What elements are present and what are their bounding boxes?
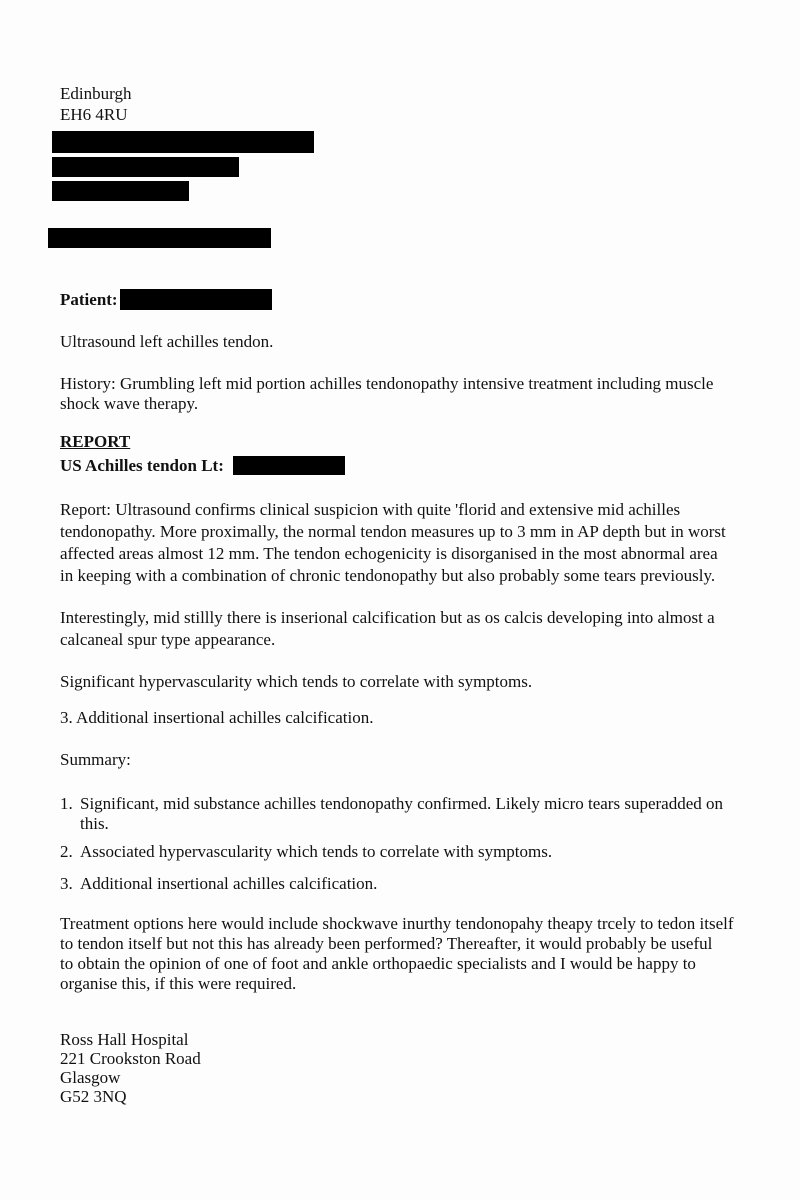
hospital-postcode: G52 3NQ xyxy=(60,1087,127,1106)
report-heading: REPORT xyxy=(60,432,131,451)
findings-p1-line-2: tendonopathy. More proximally, the normal tendon measures up to 3 mm in AP depth but in worst xyxy=(60,522,726,541)
redacted-date xyxy=(48,228,271,248)
redacted-patient-name xyxy=(120,289,272,310)
summary-item-3-line-1: Additional insertional achilles calcification. xyxy=(80,874,378,893)
redacted-recipient-line-3 xyxy=(52,181,189,201)
redacted-recipient-line-1 xyxy=(52,131,314,153)
hospital-street: 221 Crookston Road xyxy=(60,1049,201,1068)
treatment-line-1: Treatment options here would include shockwave inurthy tendonopahy theapy trcely to tedon itself xyxy=(60,914,734,933)
summary-item-1-line-1: Significant, mid substance achilles tendonopathy confirmed. Likely micro tears superadded on xyxy=(80,794,723,813)
treatment-line-2: to tendon itself but not this has already been performed? Thereafter, it would probably be useful xyxy=(60,934,713,953)
sender-city: Edinburgh xyxy=(60,84,132,103)
exam-title: Ultrasound left achilles tendon. xyxy=(60,332,274,351)
findings-p1-line-3: affected areas almost 12 mm. The tendon echogenicity is disorganised in the most abnormal area xyxy=(60,544,718,563)
treatment-line-4: organise this, if this were required. xyxy=(60,974,297,993)
sender-postcode: EH6 4RU xyxy=(60,105,128,124)
findings-p1-line-4: in keeping with a combination of chronic tendonopathy but also probably some tears previously. xyxy=(60,566,716,585)
study-label: US Achilles tendon Lt: xyxy=(60,456,224,475)
hospital-city: Glasgow xyxy=(60,1068,121,1087)
summary-item-2-line-1: Associated hypervascularity which tends to correlate with symptoms. xyxy=(80,842,553,861)
findings-p3: Significant hypervascularity which tends to correlate with symptoms. xyxy=(60,672,533,691)
summary-item-2-number: 2. xyxy=(60,842,73,861)
history-line-1: History: Grumbling left mid portion achilles tendonopathy intensive treatment including muscle xyxy=(60,374,714,393)
hospital-name: Ross Hall Hospital xyxy=(60,1030,189,1049)
history-line-2: shock wave therapy. xyxy=(60,394,199,413)
findings-p4: 3. Additional insertional achilles calcification. xyxy=(60,708,374,727)
treatment-line-3: to obtain the opinion of one of foot and ankle orthopaedic specialists and I would be happy to xyxy=(60,954,696,973)
summary-item-3-number: 3. xyxy=(60,874,73,893)
patient-label: Patient: xyxy=(60,290,118,309)
findings-p2-line-1: Interestingly, mid stillly there is inserional calcification but as os calcis developing into almost a xyxy=(60,608,715,627)
redacted-study-date xyxy=(233,456,345,475)
summary-heading: Summary: xyxy=(60,750,131,769)
redacted-recipient-line-2 xyxy=(52,157,239,177)
findings-p2-line-2: calcaneal spur type appearance. xyxy=(60,630,276,649)
summary-item-1-number: 1. xyxy=(60,794,73,813)
findings-p1-line-1: Report: Ultrasound confirms clinical suspicion with quite 'florid and extensive mid achilles xyxy=(60,500,681,519)
summary-item-1-line-2: this. xyxy=(80,814,109,833)
